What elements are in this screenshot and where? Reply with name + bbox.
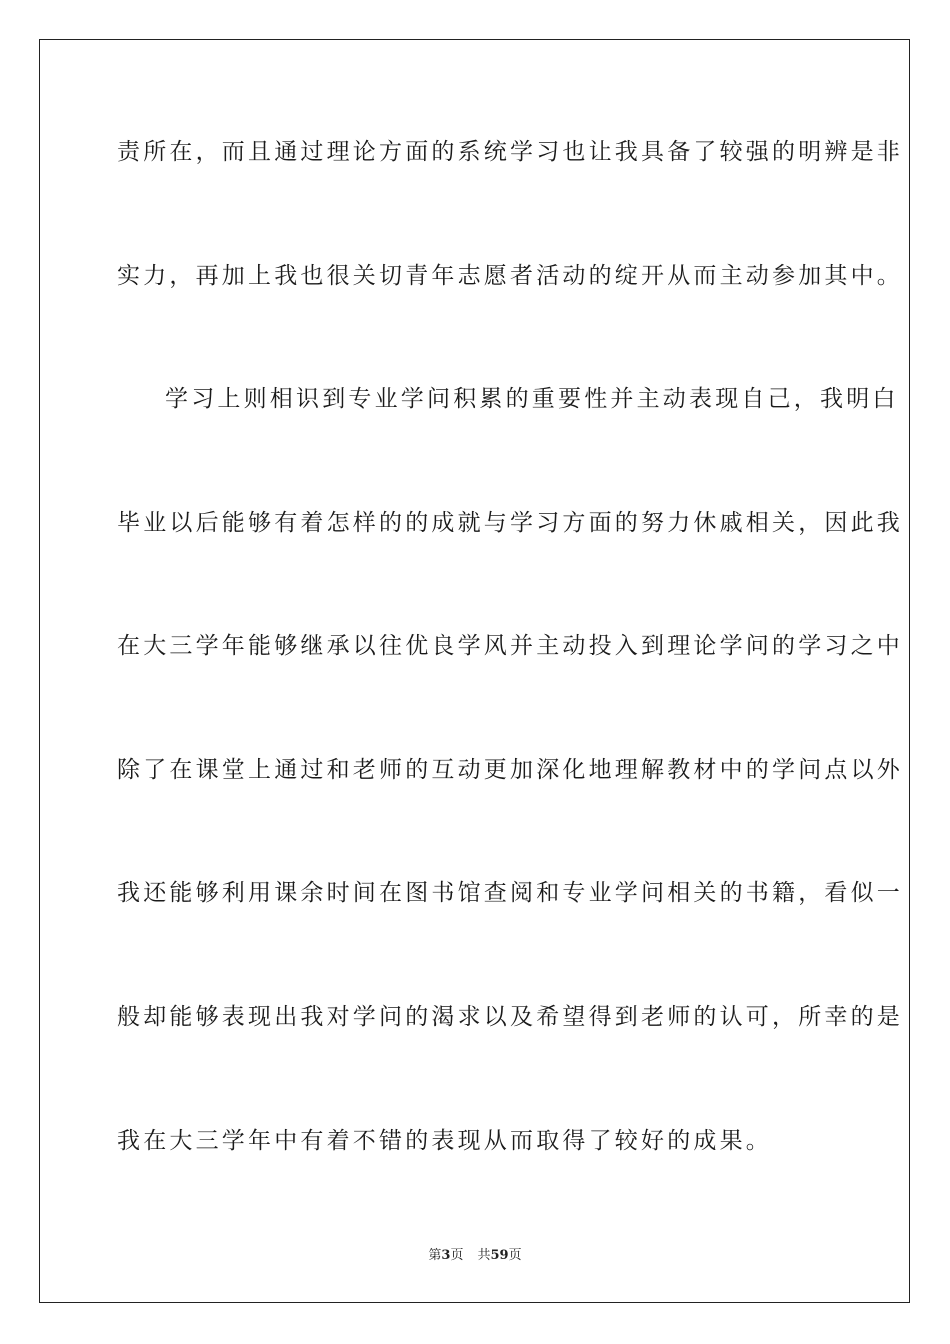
page-footer: [0, 1247, 950, 1265]
text-line: 般却能够表现出我对学问的渴求以及希望得到老师的认可，所幸的是: [117, 1004, 903, 1030]
page-number: 3: [441, 1248, 451, 1263]
text-line: 除了在课堂上通过和老师的互动更加深化地理解教材中的学问点以外: [117, 757, 903, 783]
text-line: 毕业以后能够有着怎样的的成就与学习方面的努力休戚相关，因此我: [117, 510, 903, 536]
total-pages: 59: [490, 1248, 509, 1263]
page-prefix: 第: [428, 1248, 442, 1263]
paragraph-first-line: 学习上则相识到专业学问积累的重要性并主动表现自己，我明白: [165, 386, 899, 412]
text-line: 我在大三学年中有着不错的表现从而取得了较好的成果。: [117, 1128, 772, 1154]
text-line: 实力，再加上我也很关切青年志愿者活动的绽开从而主动参加其中。: [117, 263, 903, 289]
page-border: [39, 39, 910, 1303]
text-line: 我还能够利用课余时间在图书馆查阅和专业学问相关的书籍，看似一: [117, 880, 903, 906]
text-line: 在大三学年能够继承以往优良学风并主动投入到理论学问的学习之中: [117, 633, 903, 659]
total-prefix: 共: [477, 1248, 491, 1263]
text-line: 责所在，而且通过理论方面的系统学习也让我具备了较强的明辨是非: [117, 139, 903, 165]
page-suffix: 页: [450, 1248, 464, 1263]
total-suffix: 页: [508, 1248, 522, 1263]
